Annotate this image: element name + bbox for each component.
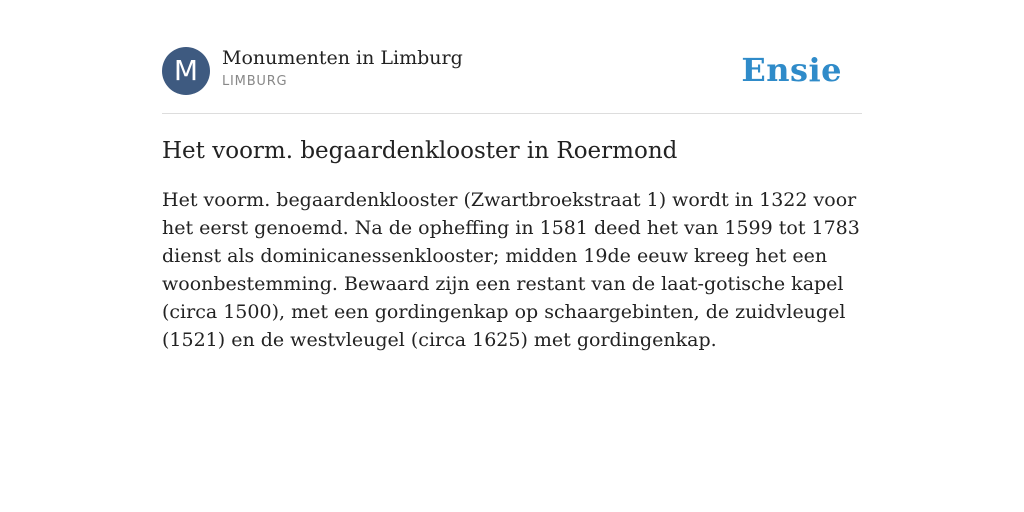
source-info (222, 46, 463, 90)
card-header (162, 46, 862, 114)
brand-logo[interactable]: Ensie (741, 51, 842, 89)
article-title: Het voorm. begaardenklooster in Roermond (162, 138, 678, 164)
source-subtitle: LIMBURG (222, 74, 288, 89)
source-title[interactable]: Monumenten in Limburg (222, 47, 463, 69)
definition-card (162, 46, 862, 354)
source-avatar[interactable]: M (162, 47, 210, 95)
article-body: Het voorm. begaardenklooster (Zwartbroekstraat 1) wordt in 1322 voor het eerst genoemd. Na de opheffing in 1581 deed het van 1599 tot 1783 dienst als dominicanessenklooster; midden 19de eeuw kreeg het een woonbestemming. Bewaard zijn een restant van de laat-gotische kapel (circa 1500), met een gordingenkap op schaargebinten, de zuidvleugel (1521) en de westvleugel (circa 1625) met gordingenkap. (162, 189, 860, 351)
